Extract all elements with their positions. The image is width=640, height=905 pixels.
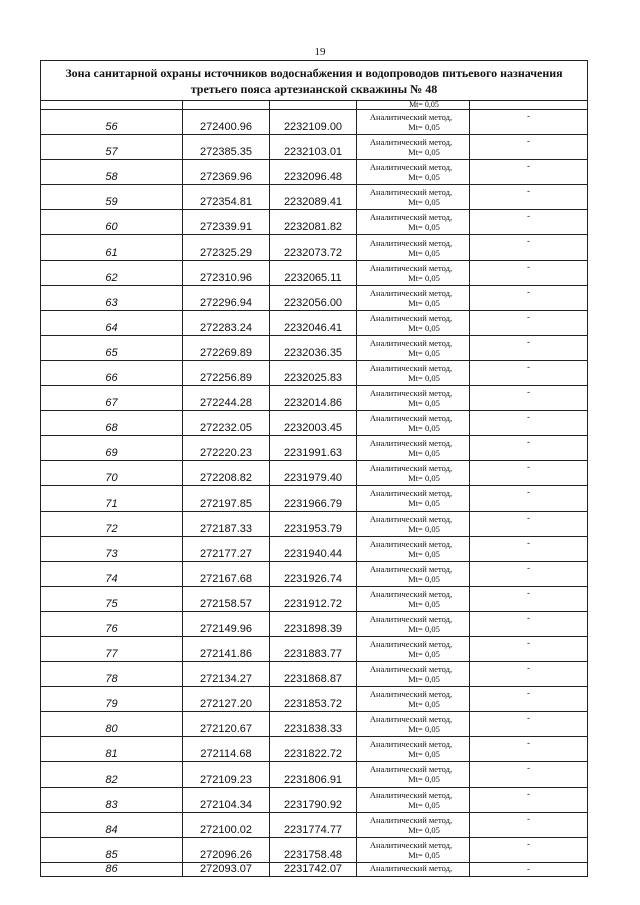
note-cell: - [470,862,588,876]
table-row [41,185,588,210]
coordinate-x: 272177.27 [183,536,270,561]
coordinate-y: 2231966.79 [270,486,357,511]
coordinate-x: 272158.57 [183,586,270,611]
method-coefficient: Mt= 0,05 [408,172,440,183]
continuation-cell [41,101,183,110]
method-text: Аналитический метод, [369,764,453,775]
title-line-1: Зона санитарной охраны источников водоснабжения и водопроводов питьевого назначения [65,65,563,80]
note-cell: - [470,160,588,185]
note-cell: - [470,812,588,837]
method-coefficient: Mt= 0,05 [408,498,440,509]
coordinate-y: 2231774.77 [270,812,357,837]
method-cell [357,611,470,636]
note-cell: - [470,737,588,762]
coordinate-x: 272385.35 [183,135,270,160]
point-number: 70 [41,461,183,486]
table-title [41,61,588,101]
coordinate-x: 272256.89 [183,360,270,385]
coordinates-table [40,60,588,877]
point-number: 78 [41,662,183,687]
coordinate-y: 2232056.00 [270,285,357,310]
method-text: Аналитический метод, [369,312,453,323]
method-text: Аналитический метод, [369,588,453,599]
point-number: 75 [41,586,183,611]
point-number: 85 [41,837,183,862]
method-cell [357,536,470,561]
note-cell: - [470,787,588,812]
method-text: Аналитический метод, [369,112,453,123]
method-coefficient: Mt= 0,05 [408,799,440,810]
coordinate-x: 272310.96 [183,260,270,285]
method-text: Аналитический метод, [369,262,453,273]
point-number: 71 [41,486,183,511]
method-cell [357,110,470,135]
method-cell [357,335,470,360]
method-cell [357,135,470,160]
table-row [41,862,588,876]
table-row [41,737,588,762]
method-coefficient: Mt= 0,05 [408,649,440,660]
note-cell: - [470,110,588,135]
continuation-cell [270,101,357,110]
continuation-method-cell [357,101,470,110]
point-number: 82 [41,762,183,787]
note-cell: - [470,536,588,561]
method-cell [357,386,470,411]
table-row [41,461,588,486]
table-row [41,486,588,511]
coordinate-x: 272093.07 [183,862,270,876]
method-text: Аналитический метод, [369,814,453,825]
coordinate-x: 272220.23 [183,436,270,461]
coordinate-y: 2232046.41 [270,310,357,335]
method-cell [357,737,470,762]
point-number: 72 [41,511,183,536]
method-text: Аналитический метод, [369,714,453,725]
coordinate-y: 2231883.77 [270,636,357,661]
table-row [41,310,588,335]
method-text: Аналитический метод, [369,287,453,298]
coordinate-y: 2231758.48 [270,837,357,862]
table-row [41,787,588,812]
coordinate-y: 2231953.79 [270,511,357,536]
coordinate-x: 272096.26 [183,837,270,862]
point-number: 68 [41,411,183,436]
coordinate-x: 272187.33 [183,511,270,536]
note-cell: - [470,360,588,385]
note-cell: - [470,436,588,461]
table-row [41,436,588,461]
coordinate-y: 2232014.86 [270,386,357,411]
table-row [41,636,588,661]
method-cell [357,360,470,385]
method-text: Аналитический метод, [369,488,453,499]
table-row [41,812,588,837]
point-number: 57 [41,135,183,160]
note-cell: - [470,285,588,310]
coordinate-x: 272114.68 [183,737,270,762]
method-coefficient: Mt= 0,05 [408,523,440,534]
method-text: Аналитический метод, [369,337,453,348]
method-text: Аналитический метод, [369,639,453,650]
point-number: 66 [41,360,183,385]
table-row [41,235,588,260]
point-number: 77 [41,636,183,661]
method-text: Аналитический метод, [369,388,453,399]
note-cell: - [470,762,588,787]
method-text: Аналитический метод, [369,513,453,524]
method-cell [357,285,470,310]
table-row [41,536,588,561]
method-text: Аналитический метод, [369,563,453,574]
method-coefficient: Mt= 0,05 [408,548,440,559]
method-text: Аналитический метод, [369,137,453,148]
note-cell: - [470,135,588,160]
note-cell: - [470,260,588,285]
method-coefficient: Mt= 0,05 [408,448,440,459]
method-cell [357,862,470,876]
method-coefficient: Mt= 0,05 [408,623,440,634]
coordinate-y: 2232109.00 [270,110,357,135]
table-row [41,411,588,436]
method-text: Аналитический метод, [369,162,453,173]
method-coefficient: Mt= 0,05 [408,147,440,158]
method-coefficient: Mt= 0,05 [408,398,440,409]
method-text: Аналитический метод, [369,789,453,800]
note-cell: - [470,461,588,486]
method-cell [357,260,470,285]
note-cell: - [470,561,588,586]
continuation-cell [183,101,270,110]
coordinate-y: 2231838.33 [270,712,357,737]
coordinate-y: 2231853.72 [270,687,357,712]
note-cell: - [470,636,588,661]
method-coefficient: Mt= 0,05 [408,222,440,233]
method-text: Аналитический метод, [369,413,453,424]
method-coefficient: Mt= 0,05 [408,423,440,434]
method-coefficient: Mt= 0,05 [408,724,440,735]
table-row [41,712,588,737]
point-number: 74 [41,561,183,586]
method-coefficient: Mt= 0,05 [408,849,440,860]
method-text: Аналитический метод, [369,689,453,700]
note-cell: - [470,386,588,411]
coordinate-x: 272400.96 [183,110,270,135]
note-cell: - [470,611,588,636]
coordinate-y: 2231822.72 [270,737,357,762]
coordinate-x: 272269.89 [183,335,270,360]
method-cell [357,787,470,812]
point-number: 64 [41,310,183,335]
continuation-coef: Mt= 0,05 [409,100,439,109]
coordinate-x: 272325.29 [183,235,270,260]
point-number: 67 [41,386,183,411]
method-text: Аналитический метод, [369,739,453,750]
method-text: Аналитический метод, [369,664,453,675]
note-cell: - [470,335,588,360]
method-text: Аналитический метод, [369,839,453,850]
point-number: 65 [41,335,183,360]
coordinate-x: 272104.34 [183,787,270,812]
method-cell [357,762,470,787]
coordinate-y: 2231898.39 [270,611,357,636]
method-text: Аналитический метод, [369,862,453,873]
coordinate-x: 272244.28 [183,386,270,411]
table-row [41,687,588,712]
point-number: 62 [41,260,183,285]
page-number: 19 [314,46,326,58]
coordinate-x: 272339.91 [183,210,270,235]
coordinate-x: 272296.94 [183,285,270,310]
method-coefficient: Mt= 0,05 [408,372,440,383]
coordinate-y: 2231991.63 [270,436,357,461]
table-row [41,260,588,285]
note-cell: - [470,210,588,235]
coordinate-y: 2232089.41 [270,185,357,210]
method-cell [357,486,470,511]
table-row [41,586,588,611]
table-row [41,335,588,360]
method-coefficient: Mt= 0,05 [408,573,440,584]
point-number: 56 [41,110,183,135]
method-cell [357,235,470,260]
method-coefficient: Mt= 0,05 [408,699,440,710]
method-text: Аналитический метод, [369,362,453,373]
coordinate-y: 2231979.40 [270,461,357,486]
table-row [41,360,588,385]
coordinate-x: 272354.81 [183,185,270,210]
coordinate-y: 2231742.07 [270,862,357,876]
method-text: Аналитический метод, [369,613,453,624]
method-coefficient: Mt= 0,05 [408,598,440,609]
coordinate-y: 2232065.11 [270,260,357,285]
method-text: Аналитический метод, [369,538,453,549]
coordinate-x: 272149.96 [183,611,270,636]
note-cell: - [470,712,588,737]
point-number: 80 [41,712,183,737]
method-cell [357,662,470,687]
point-number: 73 [41,536,183,561]
coordinate-x: 272369.96 [183,160,270,185]
coordinate-x: 272134.27 [183,662,270,687]
note-cell: - [470,486,588,511]
point-number: 84 [41,812,183,837]
table-row [41,837,588,862]
note-cell: - [470,687,588,712]
continuation-cell [470,101,588,110]
method-cell [357,712,470,737]
note-cell: - [470,310,588,335]
method-cell [357,812,470,837]
method-cell [357,636,470,661]
coordinate-x: 272141.86 [183,636,270,661]
coordinate-x: 272283.24 [183,310,270,335]
method-cell [357,436,470,461]
method-coefficient: Mt= 0,05 [408,272,440,283]
coordinate-y: 2231806.91 [270,762,357,787]
method-cell [357,160,470,185]
method-text: Аналитический метод, [369,237,453,248]
table-row [41,561,588,586]
note-cell: - [470,411,588,436]
point-number: 61 [41,235,183,260]
coordinates-sheet [40,60,587,877]
coordinate-y: 2232025.83 [270,360,357,385]
table-row [41,386,588,411]
method-coefficient: Mt= 0,05 [408,674,440,685]
method-coefficient: Mt= 0,05 [408,197,440,208]
point-number: 83 [41,787,183,812]
title-line-2: третьего пояса артезианской скважины № 48 [190,81,438,96]
point-number: 69 [41,436,183,461]
method-coefficient: Mt= 0,05 [408,473,440,484]
point-number: 79 [41,687,183,712]
point-number: 76 [41,611,183,636]
coordinate-x: 272197.85 [183,486,270,511]
method-cell [357,511,470,536]
note-cell: - [470,586,588,611]
coordinate-y: 2232003.45 [270,411,357,436]
note-cell: - [470,235,588,260]
method-cell [357,561,470,586]
method-text: Аналитический метод, [369,187,453,198]
coordinate-x: 272109.23 [183,762,270,787]
table-row [41,210,588,235]
continuation-row [41,101,588,110]
method-coefficient: Mt= 0,05 [408,824,440,835]
table-row [41,611,588,636]
note-cell: - [470,511,588,536]
coordinate-y: 2231940.44 [270,536,357,561]
coordinate-y: 2232103.01 [270,135,357,160]
coordinate-y: 2232081.82 [270,210,357,235]
table-row [41,662,588,687]
coordinate-x: 272100.02 [183,812,270,837]
note-cell: - [470,837,588,862]
coordinate-x: 272232.05 [183,411,270,436]
method-cell [357,411,470,436]
method-text: Аналитический метод, [369,463,453,474]
coordinate-y: 2231790.92 [270,787,357,812]
coordinate-x: 272127.20 [183,687,270,712]
coordinate-y: 2231868.87 [270,662,357,687]
title-row [41,61,588,101]
coordinate-y: 2232096.48 [270,160,357,185]
coordinate-x: 272120.67 [183,712,270,737]
method-cell [357,837,470,862]
coordinate-y: 2231912.72 [270,586,357,611]
method-cell [357,310,470,335]
method-cell [357,687,470,712]
method-coefficient: Mt= 0,05 [408,347,440,358]
table-row [41,135,588,160]
method-cell [357,185,470,210]
point-number: 59 [41,185,183,210]
method-cell [357,210,470,235]
method-cell [357,461,470,486]
table-row [41,762,588,787]
table-row [41,511,588,536]
coordinate-x: 272167.68 [183,561,270,586]
method-text: Аналитический метод, [369,212,453,223]
note-cell: - [470,185,588,210]
method-coefficient: Mt= 0,05 [408,122,440,133]
point-number: 60 [41,210,183,235]
method-coefficient: Mt= 0,05 [408,247,440,258]
coordinate-x: 272208.82 [183,461,270,486]
point-number: 86 [41,862,183,876]
method-text: Аналитический метод, [369,438,453,449]
point-number: 63 [41,285,183,310]
table-row [41,160,588,185]
coordinate-y: 2232073.72 [270,235,357,260]
method-coefficient: Mt= 0,05 [408,322,440,333]
method-cell [357,586,470,611]
table-row [41,285,588,310]
note-cell: - [470,662,588,687]
method-coefficient: Mt= 0,05 [408,774,440,785]
point-number: 81 [41,737,183,762]
coordinate-y: 2231926.74 [270,561,357,586]
coordinate-y: 2232036.35 [270,335,357,360]
table-row [41,110,588,135]
method-coefficient: Mt= 0,05 [408,749,440,760]
point-number: 58 [41,160,183,185]
method-coefficient: Mt= 0,05 [408,297,440,308]
